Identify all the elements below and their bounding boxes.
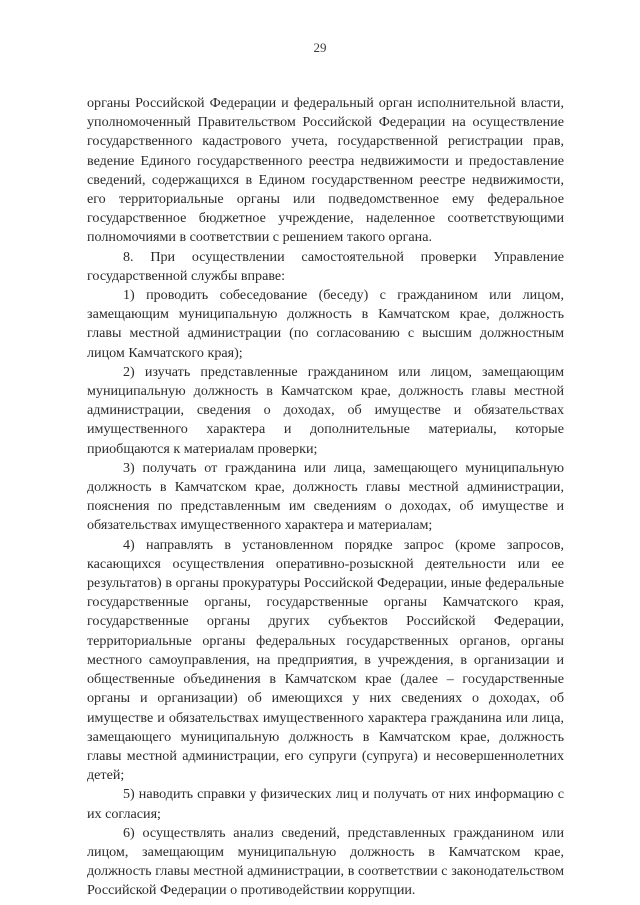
paragraph-continuation: органы Российской Федерации и федеральный орган исполнительной власти, уполномоченный Правительством Российской Федерации на осуществление государственного кадастрового учета, государственной регистрации прав, ведение Единого государственного реестра недвижимости и предоставление сведений, содержащихся в Едином государственном реестре недвижимости, его территориальные органы или подведомственное ему федеральное государственное бюджетное учреждение, наделенное соответствующими полномочиями в соответствии с решением такого органа. (87, 95, 564, 246)
paragraph-item-1: 1) проводить собеседование (беседу) с гражданином или лицом, замещающим муниципальную должность в Камчатском крае, должность главы местной администрации (по согласованию с высшим должностным лицом Камчатского края); (87, 287, 564, 361)
paragraph-clause-8: 8. При осуществлении самостоятельной проверки Управление государственной службы вправе: (87, 248, 564, 284)
paragraph-item-3: 3) получать от гражданина или лица, замещающего муниципальную должность в Камчатском крае, должность главы местной администрации, пояснения по представленным им сведениям о доходах, об имуществе и обязательствах имущественного характера и материалам; (87, 459, 564, 534)
page-number: 29 (313, 40, 327, 55)
paragraph-item-6: 6) осуществлять анализ сведений, представленных гражданином или лицом, замещающим муниципальную должность в Камчатском крае, должность главы местной администрации, в соответствии с законодательством Российской Федерации о противодействии коррупции. (87, 824, 564, 899)
paragraph-item-5: 5) наводить справки у физических лиц и получать от них информацию с их согласия; (87, 786, 564, 822)
paragraph-item-2: 2) изучать представленные гражданином или лицом, замещающим муниципальную должность в Камчатском крае, должность главы местной администрации, сведения о доходах, об имуществе и обязательствах имущественного характера и дополнительные материалы, которые приобщаются к материалам проверки; (87, 363, 564, 457)
paragraph-item-4: 4) направлять в установленном порядке запрос (кроме запросов, касающихся осуществления оперативно-розыскной деятельности или ее результатов) в органы прокуратуры Российской Федерации, иные федеральные государственные органы, государственные органы Камчатского края, государственные органы других субъектов Российской Федерации, территориальные органы федеральных государственных органов, органы местного самоуправления, на предприятия, в учреждения, в организации и общественные объединения в Камчатском крае (далее – государственные органы и организации) об имеющихся у них сведениях о доходах, об имуществе и обязательствах имущественного характера гражданина или лица, замещающего муниципальную должность в Камчатском крае, должность главы местной администрации, его супруги (супруга) и несовершеннолетних детей; (87, 536, 564, 784)
document-body (87, 94, 564, 901)
